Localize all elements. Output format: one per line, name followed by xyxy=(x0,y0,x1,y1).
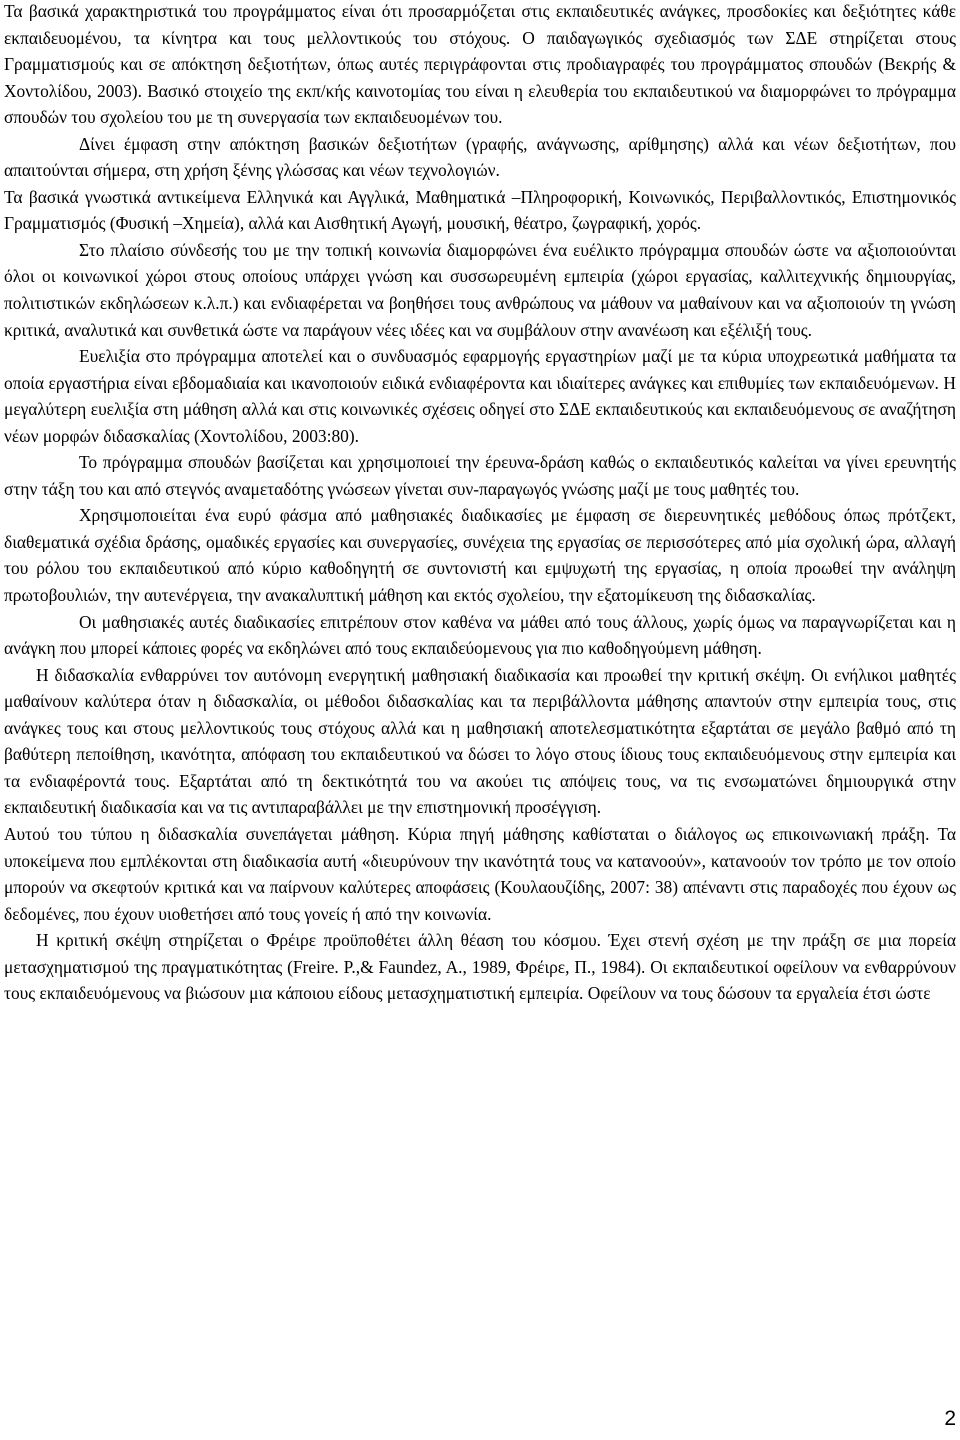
paragraph: Τα βασικά γνωστικά αντικείμενα Ελληνικά και Αγγλικά, Μαθηματικά –Πληροφορική, Κοινωνικός, Περιβαλλοντικός, Επιστημονικός Γραμματισμός (Φυσική –Χημεία), αλλά και Αισθητική Αγωγή, μουσική, θέατρο, ζωγραφική, χορός. xyxy=(4,186,956,234)
paragraph: Ευελιξία στο πρόγραμμα αποτελεί και ο συνδυασμός εφαρμογής εργαστηρίων μαζί με τα κύρια υποχρεωτικά μαθήματα τα οποία εργαστήρια είναι εβδομαδιαία και ικανοποιούν ειδικά ενδιαφέροντα και ιδιαίτερες ανάγκες και επιθυμίες των εκπαιδευόμενων. Η μεγαλύτερη ευελιξία στη μάθηση αλλά και στις κοινωνικές σχέσεις οδηγεί στο ΣΔΕ εκπαιδευτικούς και εκπαιδευόμενους σε αναζήτηση νέων μορφών διδασκαλίας (Χοντολίδου, 2003:80). xyxy=(4,346,956,446)
body-text xyxy=(4,0,956,1007)
paragraph: Στο πλαίσιο σύνδεσής του με την τοπική κοινωνία διαμορφώνει ένα ευέλικτο πρόγραμμα σπουδών ώστε να αξιοποιούνται όλοι οι κοινωνικοί χώροι στους οποίους υπάρχει γνώση και συσσωρευμένη εμπειρία (χώροι εργασίας, καλλιτεχνικής δημιουργίας, πολιτιστικών εκδηλώσεων κ.λ.π.) και ενδιαφέρεται να βοηθήσει τους ανθρώπους να μάθουν να μαθαίνουν και να αξιοποιούν τη γνώση κριτικά, αναλυτικά και συνθετικά ώστε να παράγουν νέες ιδέες και να συμβάλουν στην ανανέωση και εξέλιξή τους. xyxy=(4,239,956,340)
paragraph: Δίνει έμφαση στην απόκτηση βασικών δεξιοτήτων (γραφής, ανάγνωσης, αρίθμησης) αλλά και νέων δεξιοτήτων, που απαιτούνται σήμερα, στη χρήση ξένης γλώσσας και νέων τεχνολογιών. xyxy=(4,133,956,181)
paragraph: Οι μαθησιακές αυτές διαδικασίες επιτρέπουν στον καθένα να μάθει από τους άλλους, χωρίς όμως να παραγνωρίζεται και η ανάγκη που μπορεί κάποιες φορές να εκδηλώνει από τους εκπαιδεύομενους για πιο καθοδηγούμενη μάθηση. xyxy=(4,611,956,659)
paragraph: Η διδασκαλία ενθαρρύνει τον αυτόνομη ενεργητική μαθησιακή διαδικασία και προωθεί την κριτική σκέψη. Οι ενήλικοι μαθητές μαθαίνουν καλύτερα όταν η διδασκαλία, οι μέθοδοι διδασκαλίας και τα περιβάλλοντα μάθησης απαντούν στην εμπειρία τους, στις ανάγκες τους και στους μελλοντικούς τους στόχους αλλά και η μαθησιακή αποτελεσματικότητα εξαρτάται σε μεγάλο βαθμό από τη βαθύτερη πεποίθηση, ικανότητα, απόφαση του εκπαιδευτικού να δώσει το λόγο στους ίδιους τους εκπαιδευόμενους στην εμπειρία και τα ενδιαφέροντά τους. Εξαρτάται από τη δεκτικότητά του να ακούει τις απόψεις τους, να τις ενσωματώνει δημιουργικά στην εκπαιδευτική διαδικασία και να τις αντιπαραβάλλει με την επιστημονική προσέγγιση. xyxy=(4,664,956,818)
paragraph: Η κριτική σκέψη στηρίζεται ο Φρέιρε προϋποθέτει άλλη θέαση του κόσμου. Έχει στενή σχέση με την πράξη σε μια πορεία μετασχηματισμού της πραγματικότητας (Freire. P.,& Faundez, A., 1989, Φρέιρε, Π., 1984). Οι εκπαιδευτικοί οφείλουν να ενθαρρύνουν τους εκπαιδευόμενους να βιώσουν μια κάποιου είδους μετασχηματιστική εμπειρία. Οφείλουν να τους δώσουν τα εργαλεία έτσι ώστε xyxy=(4,930,956,1004)
page-number: 2 xyxy=(944,1407,956,1430)
paragraph: Τα βασικά χαρακτηριστικά του προγράμματος είναι ότι προσαρμόζεται στις εκπαιδευτικές ανάγκες, προσδοκίες και δεξιότητες κάθε εκπαιδευομένου, τα κίνητρα και τους μελλοντικούς του στόχους. Ο παιδαγωγικός σχεδιασμός των ΣΔΕ στηρίζεται στους Γραμματισμούς και σε απόκτηση δεξιοτήτων, όπως αυτές περιγράφονται στις προδιαγραφές του προγράμματος σπουδών (Βεκρής & Χοντολίδου, 2003). Βασικό στοιχείο της εκπ/κής καινοτομίας του είναι η ελευθερία του εκπαιδευτικού να διαμορφώνει το πρόγραμμα σπουδών του σχολείου του με τη συνεργασία των εκπαιδευομένων του. xyxy=(4,1,956,128)
paragraph: Αυτού του τύπου η διδασκαλία συνεπάγεται μάθηση. Κύρια πηγή μάθησης καθίσταται ο διάλογος ως επικοινωνιακή πράξη. Τα υποκείμενα που εμπλέκονται στη διαδικασία αυτή «διευρύνουν την ικανότητά τους να κατανοούν», κατανοούν τον τρόπο με τον οποίο μπορούν να σκεφτούν κριτικά και να παίρνουν καλύτερες αποφάσεις (Κουλαουζίδης, 2007: 38) απέναντι στις παραδοχές που έχουν ως δεδομένες, που έχουν υιοθετήσει από τους γονείς ή από την κοινωνία. xyxy=(4,823,956,924)
paragraph: Χρησιμοποιείται ένα ευρύ φάσμα από μαθησιακές διαδικασίες με έμφαση σε διερευνητικές μεθόδους όπως πρότζεκτ, διαθεματικά σχέδια δράσης, ομαδικές εργασίες και συνεργασίες, συνέχεια της εργασίας σε περισσότερες από μία σχολική ώρα, αλλαγή του ρόλου του εκπαιδευτικού από κύριο καθοδηγητή σε συντονιστή και εμψυχωτή της εργασίας, η οποία προωθεί την ανάληψη πρωτοβουλιών, την αυτενέργεια, την ανακαλυπτική μάθηση και εκτός σχολείου, την εξατομίκευση της διδασκαλίας. xyxy=(4,505,956,606)
paragraph: Το πρόγραμμα σπουδών βασίζεται και χρησιμοποιεί την έρευνα-δράση καθώς ο εκπαιδευτικός καλείται να γίνει ερευνητής στην τάξη του και από στεγνός αναμεταδότης γνώσεων γίνεται συν-παραγωγός γνώσης μαζί με τους μαθητές του. xyxy=(4,452,956,499)
